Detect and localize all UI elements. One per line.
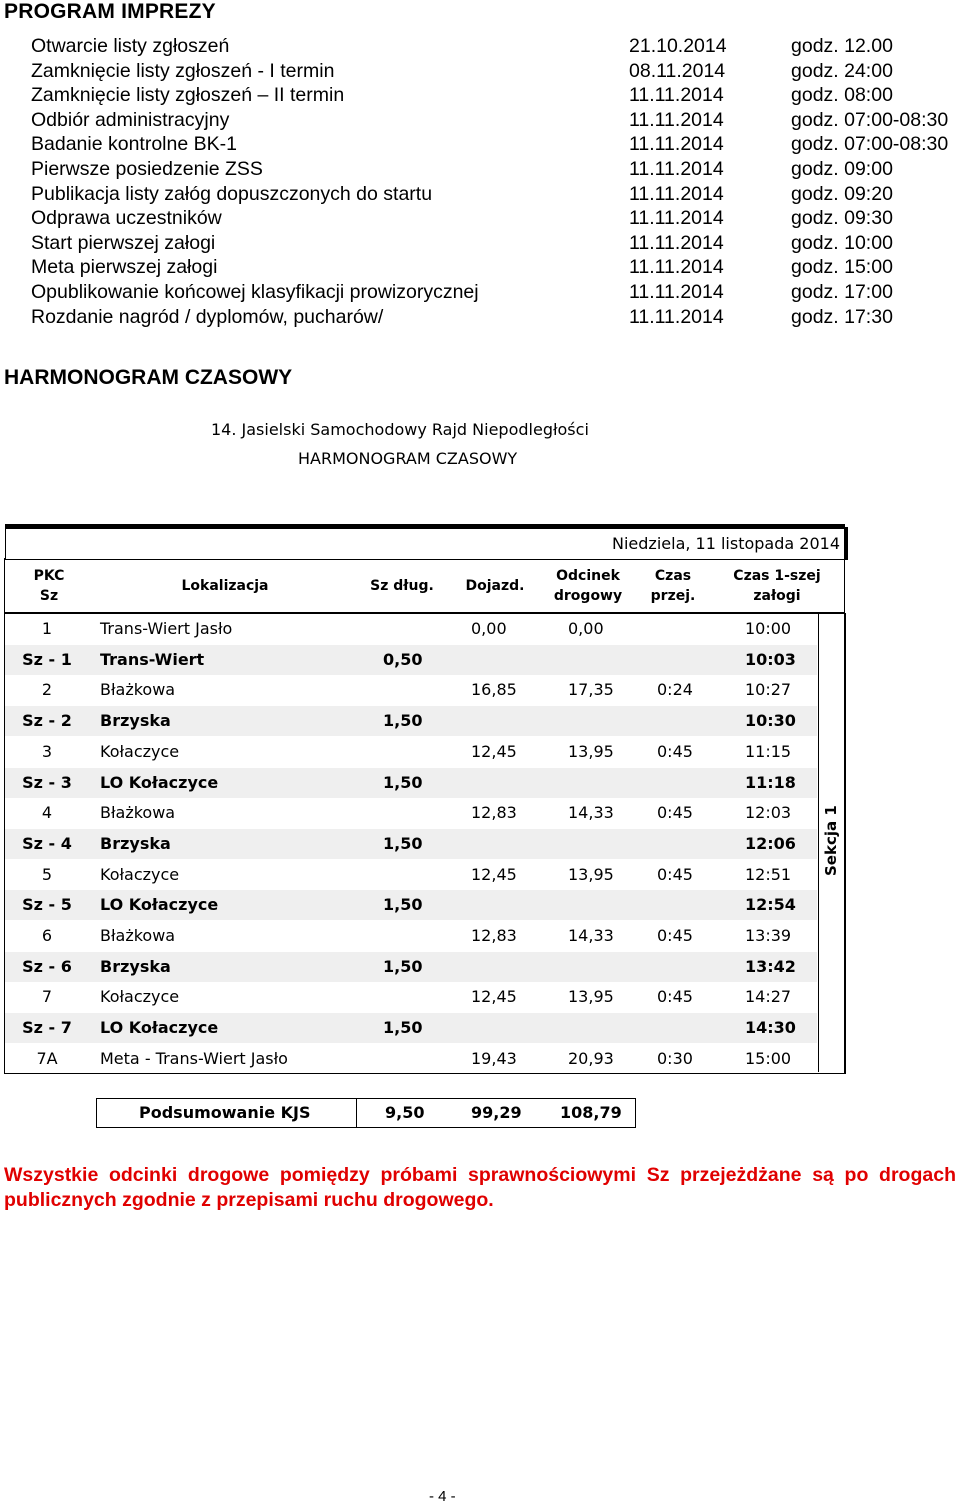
program-event: Odprawa uczestników	[31, 207, 222, 230]
program-time: godz. 09:30	[791, 207, 893, 230]
road-note: Wszystkie odcinki drogowe pomiędzy próbami sprawnościowymi Sz przejeżdżane są po drogach publicznych zgodnie z przepisami ruchu drogowego.	[4, 1164, 956, 1211]
row-dojazd: 12,45	[471, 864, 517, 884]
row-sz-length: 0,50	[383, 649, 423, 669]
program-event: Pierwsze posiedzenie ZSS	[31, 158, 263, 180]
row-location: Brzyska	[100, 711, 171, 731]
row-czas-zalogi: 12:51	[745, 864, 792, 884]
program-event: Meta pierwszej załogi	[31, 256, 218, 279]
program-event: Rozdanie nagród / dyplomów, pucharów/	[31, 305, 384, 328]
header-czas	[640, 566, 706, 606]
program-time: godz. 09:00	[791, 158, 893, 180]
table-row	[5, 921, 817, 951]
table-row	[5, 1013, 817, 1043]
row-czas-przej: 0:45	[657, 987, 693, 1007]
row-id: Sz - 2	[22, 711, 72, 731]
header-odcinek	[548, 566, 628, 606]
header-czas1-label: Czas 1-szej	[733, 568, 821, 584]
program-date: 11.11.2014	[629, 207, 724, 230]
page-number: - 4 -	[429, 1488, 456, 1505]
row-czas-zalogi: 10:00	[745, 619, 792, 638]
program-date: 11.11.2014	[629, 281, 724, 303]
table-row	[5, 1044, 817, 1074]
header-pkc	[24, 566, 74, 606]
row-id: Sz - 7	[22, 1018, 72, 1038]
row-location: Błażkowa	[100, 926, 176, 945]
program-event: Publikacja listy załóg dopuszczonych do startu	[31, 182, 433, 205]
header-sz-label: Sz	[39, 588, 59, 604]
program-row	[0, 183, 960, 208]
row-odcinek: 0,00	[568, 619, 604, 638]
row-czas-zalogi: 13:39	[745, 926, 792, 945]
program-time: godz. 10:00	[791, 231, 893, 254]
program-event: Badanie kontrolne BK-1	[31, 133, 237, 156]
row-location: Kołaczyce	[100, 741, 180, 761]
header-dojazd: Dojazd.	[465, 578, 525, 594]
row-czas-przej: 0:45	[657, 926, 693, 945]
row-id: 6	[41, 926, 53, 945]
header-pkc-label: PKC	[33, 568, 65, 584]
table-row	[5, 768, 817, 798]
row-location: Kołaczyce	[100, 864, 180, 884]
table-row	[5, 829, 817, 859]
program-row	[0, 133, 960, 158]
program-time: godz. 15:00	[791, 256, 893, 279]
row-czas-zalogi: 11:15	[745, 741, 792, 761]
row-location: Błażkowa	[100, 803, 176, 823]
row-location: LO Kołaczyce	[100, 895, 219, 915]
row-id: 5	[41, 864, 53, 884]
program-row	[0, 35, 960, 60]
program-time: godz. 24:00	[791, 59, 893, 82]
row-location: Trans-Wiert Jasło	[100, 619, 233, 638]
program-date: 11.11.2014	[629, 158, 724, 180]
program-row	[0, 84, 960, 109]
row-czas-zalogi: 13:42	[745, 956, 796, 976]
row-czas-zalogi: 14:27	[745, 987, 792, 1007]
row-sz-length: 1,50	[383, 772, 423, 792]
program-date: 08.11.2014	[629, 59, 726, 82]
header-drogowy-label: drogowy	[553, 588, 623, 604]
table-row	[5, 982, 817, 1012]
summary-sz: 9,50	[385, 1103, 425, 1122]
program-row	[0, 207, 960, 232]
row-odcinek: 13,95	[568, 864, 614, 884]
row-odcinek: 20,93	[568, 1048, 614, 1068]
row-czas-zalogi: 10:30	[745, 711, 796, 731]
program-row	[0, 109, 960, 134]
program-event: Otwarcie listy zgłoszeń	[31, 35, 230, 57]
row-czas-zalogi: 12:03	[745, 803, 792, 823]
header-lokalizacja: Lokalizacja	[181, 578, 269, 594]
summary-label: Podsumowanie KJS	[139, 1103, 311, 1122]
summary-box	[96, 1098, 636, 1128]
row-czas-przej: 0:45	[657, 803, 693, 823]
row-czas-zalogi: 12:54	[745, 895, 796, 915]
row-sz-length: 1,50	[383, 895, 423, 915]
table-row	[5, 645, 817, 675]
row-sz-length: 1,50	[383, 956, 423, 976]
row-id: Sz - 6	[22, 956, 72, 976]
row-location: LO Kołaczyce	[100, 1018, 219, 1038]
section-label-text: Sekcja 1	[822, 805, 840, 876]
section-label	[818, 800, 843, 880]
table-row	[5, 737, 817, 767]
header-czas1	[722, 566, 832, 606]
program-date: 11.11.2014	[629, 84, 724, 107]
row-czas-przej: 0:45	[657, 864, 693, 884]
row-id: Sz - 5	[22, 895, 72, 915]
row-czas-przej: 0:45	[657, 741, 693, 761]
row-id: 2	[41, 680, 53, 700]
row-id: 4	[41, 803, 53, 823]
schedule-subtitle: HARMONOGRAM CZASOWY	[298, 449, 518, 468]
row-czas-zalogi: 10:03	[745, 649, 796, 669]
row-czas-zalogi: 15:00	[745, 1048, 792, 1068]
table-row	[5, 860, 817, 890]
row-odcinek: 13,95	[568, 741, 614, 761]
rally-title: 14. Jasielski Samochodowy Rajd Niepodległości	[211, 420, 589, 439]
row-location: LO Kołaczyce	[100, 772, 219, 792]
row-dojazd: 16,85	[471, 680, 517, 700]
program-event: Opublikowanie końcowej klasyfikacji prowizorycznej	[31, 281, 479, 303]
program-date: 11.11.2014	[629, 108, 724, 131]
summary-dojazd: 99,29	[471, 1103, 522, 1122]
table-row	[5, 952, 817, 982]
program-time: godz. 07:00-08:30	[791, 108, 949, 131]
header-odcinek-label: Odcinek	[556, 568, 620, 584]
program-row	[0, 232, 960, 257]
program-event: Odbiór administracyjny	[31, 108, 230, 131]
row-location: Kołaczyce	[100, 987, 180, 1007]
row-dojazd: 12,45	[471, 987, 517, 1007]
row-czas-zalogi: 12:06	[745, 833, 796, 853]
row-dojazd: 12,83	[471, 803, 517, 823]
row-dojazd: 12,83	[471, 926, 517, 945]
date-banner	[5, 527, 845, 560]
program-title: PROGRAM IMPREZY	[4, 0, 216, 23]
program-date: 11.11.2014	[629, 305, 724, 328]
row-location: Brzyska	[100, 956, 171, 976]
row-odcinek: 17,35	[568, 680, 614, 700]
row-id: 3	[41, 741, 53, 761]
program-row	[0, 281, 960, 306]
summary-odcinek: 108,79	[560, 1103, 622, 1122]
row-id: Sz - 1	[22, 649, 72, 669]
program-time: godz. 09:20	[791, 182, 893, 205]
table-row	[5, 706, 817, 736]
row-dojazd: 12,45	[471, 741, 517, 761]
program-date: 21.10.2014	[629, 35, 727, 57]
row-sz-length: 1,50	[383, 833, 423, 853]
program-row	[0, 60, 960, 85]
summary-divider	[356, 1099, 357, 1127]
program-date: 11.11.2014	[629, 133, 724, 156]
program-event: Zamknięcie listy zgłoszeń - I termin	[31, 59, 335, 82]
row-id: 7	[41, 987, 53, 1007]
program-event: Zamknięcie listy zgłoszeń – II termin	[31, 84, 345, 107]
header-przej-label: przej.	[650, 588, 696, 604]
program-time: godz. 08:00	[791, 84, 893, 107]
row-id: Sz - 3	[22, 772, 72, 792]
row-location: Brzyska	[100, 833, 171, 853]
program-date: 11.11.2014	[629, 256, 724, 279]
row-location: Błażkowa	[100, 680, 176, 700]
program-row	[0, 158, 960, 183]
program-event: Start pierwszej załogi	[31, 231, 216, 254]
program-time: godz. 12.00	[791, 35, 893, 57]
harmonogram-heading: HARMONOGRAM CZASOWY	[4, 366, 293, 389]
program-date: 11.11.2014	[629, 231, 724, 254]
row-sz-length: 1,50	[383, 1018, 423, 1038]
program-row	[0, 306, 960, 331]
table-row	[5, 675, 817, 705]
program-time: godz. 17:00	[791, 281, 893, 303]
row-odcinek: 14,33	[568, 926, 614, 945]
row-odcinek: 13,95	[568, 987, 614, 1007]
row-czas-zalogi: 14:30	[745, 1018, 796, 1038]
row-dojazd: 19,43	[471, 1048, 517, 1068]
program-time: godz. 17:30	[791, 305, 893, 328]
table-row	[5, 614, 817, 644]
row-id: Sz - 4	[22, 833, 72, 853]
row-czas-zalogi: 10:27	[745, 680, 792, 700]
row-czas-zalogi: 11:18	[745, 772, 796, 792]
program-time: godz. 07:00-08:30	[791, 133, 949, 156]
header-sz-dlug: Sz dług.	[370, 578, 434, 594]
row-location: Meta - Trans-Wiert Jasło	[100, 1048, 288, 1068]
row-czas-przej: 0:24	[657, 680, 693, 700]
row-dojazd: 0,00	[471, 619, 507, 638]
header-zalogi-label: załogi	[753, 588, 801, 604]
row-czas-przej: 0:30	[657, 1048, 693, 1068]
row-id: 7A	[36, 1048, 58, 1068]
table-row	[5, 798, 817, 828]
schedule-date: Niedziela, 11 listopada 2014	[612, 534, 840, 553]
program-date: 11.11.2014	[629, 182, 724, 205]
row-id: 1	[41, 619, 53, 638]
row-location: Trans-Wiert	[100, 649, 205, 669]
table-row	[5, 890, 817, 920]
header-czas-label: Czas	[654, 568, 692, 584]
program-row	[0, 256, 960, 281]
row-sz-length: 1,50	[383, 711, 423, 731]
row-odcinek: 14,33	[568, 803, 614, 823]
